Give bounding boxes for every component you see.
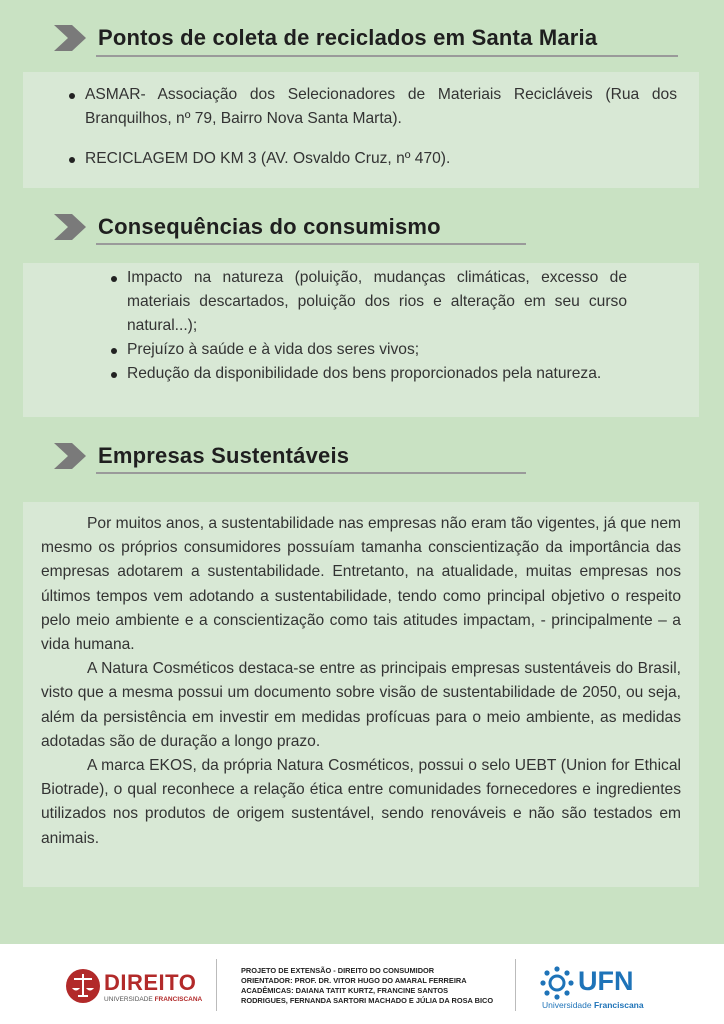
direito-title: DIREITO [104, 970, 197, 995]
chevron-right-icon [54, 214, 86, 240]
credit-line: RODRIGUES, FERNANDA SARTORI MACHADO E JÚLIA DA ROSA BICO [241, 996, 494, 1005]
credit-line: PROJETO DE EXTENSÃO - DIREITO DO CONSUMIDOR [241, 966, 435, 975]
title-underline [96, 55, 678, 57]
list-item: Prejuízo à saúde e à vida dos seres vivos; [127, 338, 627, 362]
list-item: ASMAR- Associação dos Selecionadores de Materiais Recicláveis (Rua dos Branquilhos, nº 79, Bairro Nova Santa Marta). [85, 83, 677, 131]
section-heading-consequences [54, 214, 441, 240]
section-title: Consequências do consumismo [98, 214, 441, 239]
direito-subtitle: UNIVERSIDADE FRANCISCANA [104, 996, 203, 1003]
divider [216, 959, 217, 1011]
section-heading-recycling [54, 25, 597, 51]
ufn-title: UFN [578, 966, 634, 996]
credit-line: ORIENTADOR: PROF. DR. VITOR HUGO DO AMARAL FERREIRA [241, 976, 467, 985]
paragraph: A marca EKOS, da própria Natura Cosméticos, possui o selo UEBT (Union for Ethical Biotrade), o qual reconhece a relação ética entre comunidades fornecedores e ingredientes utilizados nos produtos de origem sustentável, sendo renováveis e não são testados em animais. [41, 757, 681, 847]
consequences-list [127, 266, 627, 386]
scales-of-justice-icon [66, 968, 100, 1004]
paragraph: Por muitos anos, a sustentabilidade nas empresas não eram tão vigentes, já que nem mesmo os próprios consumidores possuíam tamanha conscientização da importância das empresas adotarem a sustentabilidade. Entretanto, na atualidade, muitas empresas nos últimos tempos vem adotando a sustentabilidade, tendo como principal objetivo o respeito pelo meio ambiente e a conscientização como tais atitudes impactam, - principalmente – a vida humana. [41, 515, 681, 654]
chevron-right-icon [54, 25, 86, 51]
divider [515, 959, 516, 1011]
consequences-box [23, 263, 699, 417]
section-heading-companies [54, 443, 349, 469]
ufn-logo [540, 964, 660, 1008]
paragraph: A Natura Cosméticos destaca-se entre as principais empresas sustentáveis do Brasil, visto que a mesma possui um documento sobre visão de sustentabilidade de 2050, ou seja, além da persistência em investir em medidas profícuas para o meio ambiente, as medidas adotadas são de duração a longo prazo. [41, 660, 681, 750]
credits [241, 966, 501, 1006]
list-item: Redução da disponibilidade dos bens proporcionados pela natureza. [127, 362, 627, 386]
title-underline [96, 472, 526, 474]
title-underline [96, 243, 526, 245]
section-title: Pontos de coleta de reciclados em Santa Maria [98, 25, 598, 50]
list-item: RECICLAGEM DO KM 3 (AV. Osvaldo Cruz, nº 470). [85, 147, 677, 171]
sun-emblem-icon [540, 966, 574, 1000]
recycling-points-list [85, 83, 677, 171]
companies-box [23, 502, 699, 887]
list-item: Impacto na natureza (poluição, mudanças climáticas, excesso de materiais descartados, poluição dos rios e alteração em seu curso natural...); [127, 266, 627, 338]
chevron-right-icon [54, 443, 86, 469]
footer [0, 944, 724, 1024]
recycling-points-box [23, 72, 699, 188]
credit-line: ACADÊMICAS: DAIANA TATIT KURTZ, FRANCINE SANTOS [241, 986, 449, 995]
direito-logo [66, 968, 202, 1008]
ufn-subtitle: Universidade Franciscana [542, 1000, 644, 1010]
section-title: Empresas Sustentáveis [98, 443, 350, 468]
